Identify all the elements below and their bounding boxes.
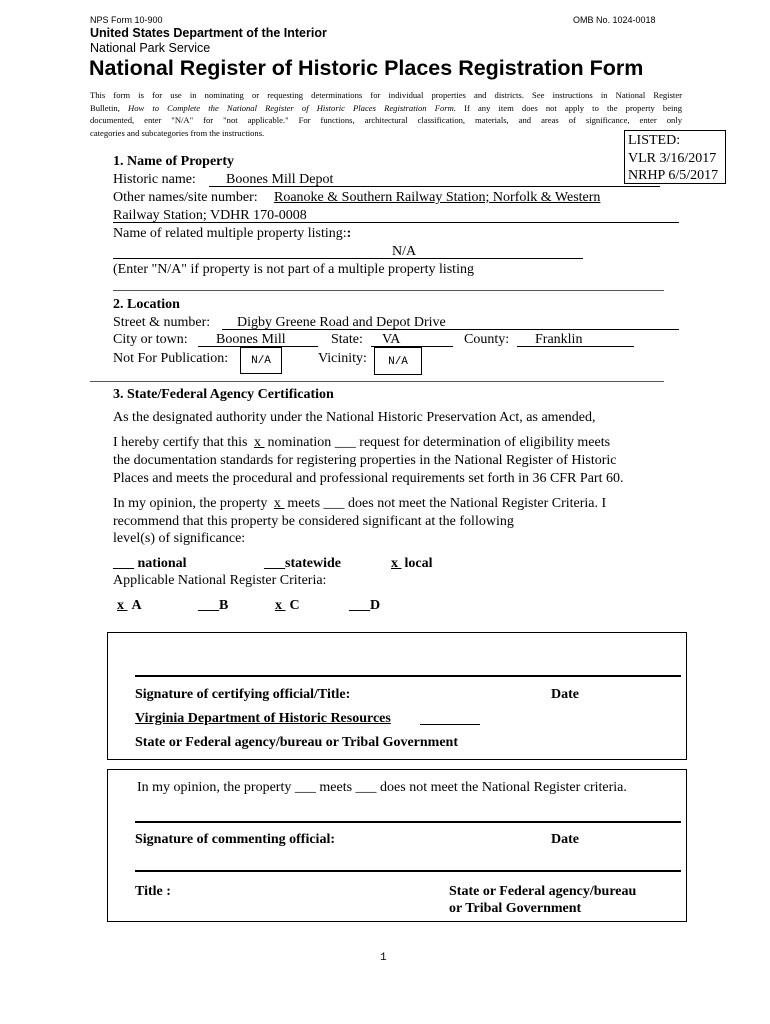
criteria-c-label: C — [289, 598, 300, 613]
nrhp-date: NRHP 6/5/2017 — [628, 168, 719, 183]
not-for-publication-label: Not For Publication: — [113, 351, 229, 366]
comment-opinion-text: In my opinion, the property — [137, 780, 295, 795]
instructions — [90, 89, 682, 139]
determination-checkbox[interactable]: ___ — [334, 435, 356, 450]
level-local[interactable] — [388, 555, 433, 572]
state-value[interactable]: VA — [382, 332, 401, 347]
nomination-checkbox[interactable]: x — [254, 435, 265, 450]
page-number: 1 — [380, 952, 387, 964]
instructions-line: documented, enter "N/A" for "not applicable." For functions, architectural classification, materials, and areas of significance, enter only — [90, 115, 682, 125]
commenting-title-label: Title : — [135, 884, 171, 899]
not-for-publication-field[interactable] — [240, 347, 282, 374]
commenting-date-label: Date — [551, 832, 579, 847]
signature-line[interactable] — [135, 675, 681, 677]
related-listing-underline — [113, 258, 583, 259]
certify-line-1 — [113, 434, 610, 451]
opinion-text: In my opinion, the property — [113, 496, 271, 511]
criteria-d-checkbox[interactable]: ___ — [349, 598, 370, 613]
certify-text: I hereby certify that this — [113, 435, 252, 450]
opinion-line-2: recommend that this property be considered significant at the following — [113, 514, 514, 529]
instructions-text: Bulletin, — [90, 102, 128, 113]
street-value[interactable]: Digby Greene Road and Depot Drive — [237, 315, 446, 330]
section-heading-name-of-property: 1. Name of Property — [113, 154, 235, 169]
listed-label: LISTED: — [628, 133, 681, 148]
commenting-agency-label — [449, 883, 636, 917]
county-label: County: — [464, 332, 510, 347]
comment-opinion-text: meets — [315, 780, 356, 795]
comment-signature-line[interactable] — [135, 821, 681, 823]
agency-value[interactable] — [135, 710, 391, 727]
criteria-c-checkbox[interactable]: x — [275, 598, 286, 613]
statewide-label: statewide — [285, 556, 341, 571]
criteria-label: Applicable National Register Criteria: — [113, 573, 327, 588]
meets-checkbox[interactable]: x — [273, 496, 285, 511]
service-name: National Park Service — [90, 41, 211, 55]
vlr-date: VLR 3/16/2017 — [628, 150, 717, 166]
does-not-meet-checkbox[interactable]: ___ — [323, 496, 345, 511]
criteria-d[interactable] — [349, 597, 380, 614]
other-names-value[interactable]: Roanoke & Southern Railway Station; Norfolk & Western — [274, 190, 601, 205]
city-value[interactable]: Boones Mill — [216, 332, 286, 347]
other-names-value-continued[interactable]: Railway Station; VDHR 170-0008 — [113, 208, 307, 223]
level-national[interactable]: ___ national — [113, 556, 187, 571]
state-label: State: — [331, 332, 363, 347]
certifying-signature-label: Signature of certifying official/Title: — [135, 687, 351, 702]
county-value[interactable]: Franklin — [535, 332, 583, 347]
comment-title-line[interactable] — [135, 870, 681, 872]
related-listing-note: (Enter "N/A" if property is not part of a multiple property listing — [113, 262, 474, 277]
opinion-line-3: level(s) of significance: — [113, 531, 246, 546]
related-listing-label: Name of related multiple property listing:: — [113, 226, 352, 241]
local-checkbox[interactable]: x — [391, 556, 402, 571]
opinion-text: does not meet the National Register Criteria. I — [344, 496, 607, 511]
related-listing-text: Name of related multiple property listing: — [113, 226, 347, 241]
certify-line-2: the documentation standards for registering properties in the National Register of Historic — [113, 453, 617, 468]
criteria-a-label: A — [131, 598, 142, 613]
instructions-line: This form is for use in nominating or requesting determinations for individual properties and districts. See instructions in National Register — [90, 90, 682, 100]
page-title: National Register of Historic Places Registration Form — [89, 56, 644, 80]
comment-meets-checkbox[interactable]: ___ — [294, 780, 316, 795]
authority-statement: As the designated authority under the National Historic Preservation Act, as amended, — [113, 410, 596, 425]
city-label: City or town: — [113, 332, 188, 347]
department-name: United States Department of the Interior — [90, 26, 327, 40]
bulletin-title: How to Complete the National Register of Historic Places Registration Form. — [127, 102, 456, 113]
divider — [90, 381, 664, 382]
vicinity-field[interactable] — [374, 347, 422, 375]
criteria-a-checkbox[interactable]: x — [117, 598, 128, 613]
not-for-publication-value: N/A — [251, 355, 271, 367]
section-heading-location: 2. Location — [113, 297, 180, 312]
criteria-d-label: D — [370, 598, 381, 613]
certify-text: nomination — [267, 435, 335, 450]
opinion-line-1 — [113, 495, 606, 512]
opinion-text: meets — [287, 496, 324, 511]
certify-text: request for determination of eligibility meets — [355, 435, 611, 450]
criteria-b[interactable] — [198, 597, 228, 614]
form-number: NPS Form 10-900 — [90, 15, 163, 25]
criteria-b-checkbox[interactable]: ___ — [198, 598, 219, 613]
instructions-line — [90, 102, 682, 115]
comment-opinion-text: does not meet the National Register criteria. — [376, 780, 627, 795]
listed-stamp — [624, 130, 726, 184]
agency-value-text: Virginia Department of Historic Resources — [135, 711, 391, 726]
agency-underline — [420, 724, 480, 725]
divider — [113, 290, 664, 291]
commenting-agency-line: or Tribal Government — [449, 901, 582, 916]
comment-does-not-meet-checkbox[interactable]: ___ — [355, 780, 377, 795]
comment-opinion — [137, 779, 627, 796]
vicinity-value: N/A — [388, 356, 408, 368]
local-label: local — [404, 556, 433, 571]
criteria-b-label: B — [219, 598, 229, 613]
omb-number: OMB No. 1024-0018 — [573, 15, 656, 25]
related-listing-value[interactable]: N/A — [392, 244, 417, 259]
street-label: Street & number: — [113, 315, 211, 330]
vicinity-label: Vicinity: — [318, 351, 367, 366]
level-statewide[interactable] — [264, 555, 341, 572]
commenting-signature-label: Signature of commenting official: — [135, 832, 335, 847]
other-names-label: Other names/site number: — [113, 190, 258, 205]
section-heading-certification: 3. State/Federal Agency Certification — [113, 387, 334, 402]
criteria-a[interactable] — [113, 597, 142, 614]
commenting-agency-line: State or Federal agency/bureau — [449, 884, 637, 899]
criteria-c[interactable] — [271, 597, 300, 614]
instructions-text: If any item does not apply to the property being — [455, 102, 682, 113]
statewide-checkbox[interactable]: ___ — [264, 556, 285, 571]
instructions-line: categories and subcategories from the instructions. — [90, 127, 265, 138]
agency-label: State or Federal agency/bureau or Tribal Government — [135, 735, 459, 750]
certifying-date-label: Date — [551, 687, 579, 702]
historic-name-label: Historic name: — [113, 172, 196, 187]
historic-name-value[interactable]: Boones Mill Depot — [226, 172, 334, 187]
certify-line-3: Places and meets the procedural and professional requirements set forth in 36 CFR Part 60. — [113, 471, 624, 486]
